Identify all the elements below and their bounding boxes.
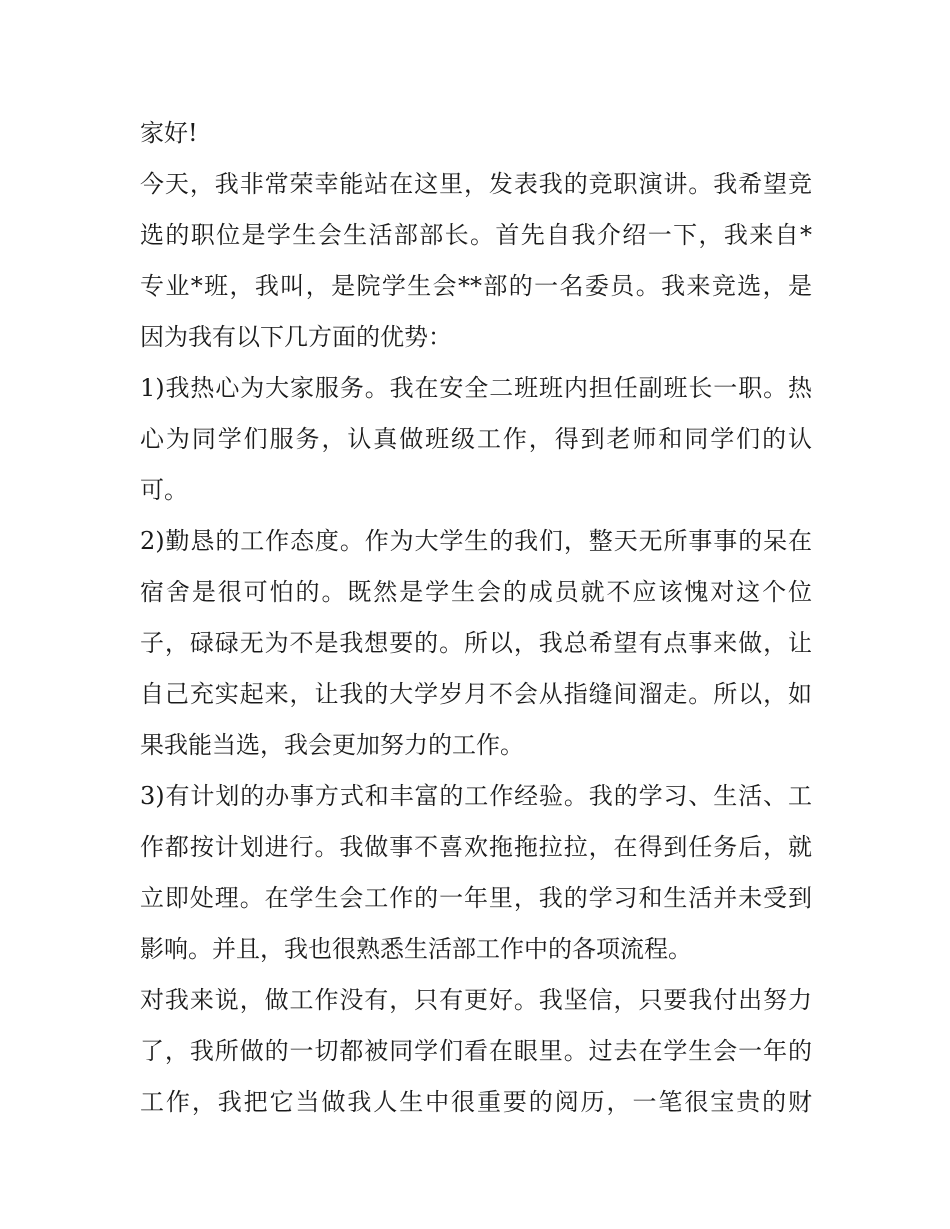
text-line: 子，碌碌无为不是我想要的。所以，我总希望有点事来做，让 xyxy=(140,629,812,657)
text-line: 可。 xyxy=(140,476,188,504)
text-line: 宿舍是很可怕的。既然是学生会的成员就不应该愧对这个位 xyxy=(140,578,812,606)
text-line: 影响。并且，我也很熟悉生活部工作中的各项流程。 xyxy=(140,935,692,963)
text-line: 工作，我把它当做我人生中很重要的阅历，一笔很宝贵的财 xyxy=(140,1088,812,1116)
text-line: 家好! xyxy=(140,119,198,147)
text-line: 对我来说，做工作没有，只有更好。我坚信，只要我付出努力 xyxy=(140,986,812,1014)
text-line: 了，我所做的一切都被同学们看在眼里。过去在学生会一年的 xyxy=(140,1037,812,1065)
text-line: 立即处理。在学生会工作的一年里，我的学习和生活并未受到 xyxy=(140,884,812,912)
text-line: 3)有计划的办事方式和丰富的工作经验。我的学习、生活、工 xyxy=(140,782,812,810)
text-line: 果我能当选，我会更加努力的工作。 xyxy=(140,731,524,759)
text-line: 因为我有以下几方面的优势： xyxy=(140,323,452,351)
text-line: 自己充实起来，让我的大学岁月不会从指缝间溜走。所以，如 xyxy=(140,680,812,708)
speech-text-body xyxy=(140,108,812,1128)
text-line: 专业*班，我叫，是院学生会**部的一名委员。我来竞选，是 xyxy=(140,272,812,300)
text-line: 今天，我非常荣幸能站在这里，发表我的竞职演讲。我希望竞 xyxy=(140,170,812,198)
text-line: 作都按计划进行。我做事不喜欢拖拖拉拉，在得到任务后，就 xyxy=(140,833,812,861)
text-line: 1)我热心为大家服务。我在安全二班班内担任副班长一职。热 xyxy=(140,374,812,402)
text-line: 2)勤恳的工作态度。作为大学生的我们，整天无所事事的呆在 xyxy=(140,527,812,555)
text-line: 选的职位是学生会生活部部长。首先自我介绍一下，我来自* xyxy=(140,221,812,249)
text-line: 心为同学们服务，认真做班级工作，得到老师和同学们的认 xyxy=(140,425,812,453)
